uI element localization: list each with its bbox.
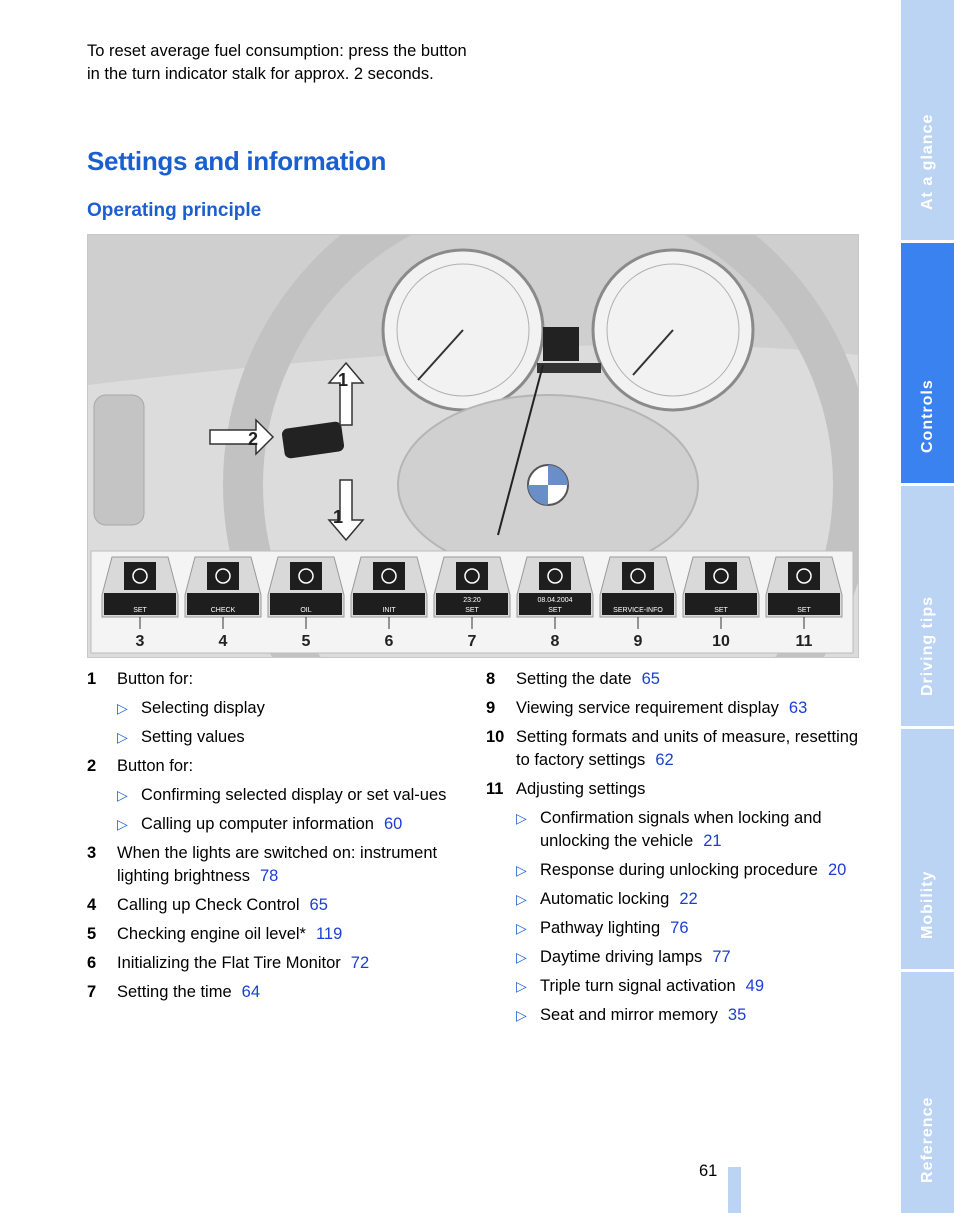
- panel-value: 08.04.2004: [537, 597, 573, 604]
- legend-subitem: [516, 975, 861, 998]
- subsection-heading: Operating principle: [87, 200, 262, 221]
- sidebar-tab-driving-tips[interactable]: Driving tips: [901, 486, 954, 726]
- panel-number: 7: [467, 633, 477, 650]
- triangle-bullet-icon: ▷: [117, 787, 128, 803]
- legend-item: [486, 778, 861, 801]
- legend-subitem-text: Calling up computer information: [141, 815, 374, 833]
- legend-item: [87, 668, 467, 691]
- triangle-bullet-icon: ▷: [516, 862, 527, 878]
- legend-subitem-text: Daytime driving lamps: [540, 948, 703, 966]
- legend-number: 1: [87, 670, 97, 688]
- intro-paragraph: To reset average fuel consumption: press the button in the turn indicator stalk for approx. 2 seconds.: [87, 42, 467, 83]
- legend-subitem: [516, 946, 861, 969]
- panel-label: SET: [797, 607, 811, 614]
- legend-subitem: [117, 784, 467, 807]
- oil-can-icon: [290, 562, 322, 590]
- legend-item: [87, 755, 467, 778]
- chapter-sidebar: [901, 0, 954, 1213]
- legend-text: When the lights are switched on: instrument lighting brightness: [117, 844, 438, 885]
- sidebar-tab-at-a-glance[interactable]: At a glance: [901, 0, 954, 240]
- page-reference-link[interactable]: 76: [670, 919, 689, 937]
- legend-subitem-text: Response during unlocking procedure: [540, 861, 818, 879]
- panel-label: SET: [133, 607, 147, 614]
- panel-value: 23:20: [463, 597, 481, 604]
- car-check-icon: [207, 562, 239, 590]
- legend-subitem: [117, 726, 467, 749]
- legend-text: Calling up Check Control: [117, 896, 300, 914]
- panel-label: INIT: [382, 607, 396, 614]
- legend-item: [87, 952, 467, 975]
- page-reference-link[interactable]: 119: [315, 925, 343, 943]
- legend-number: 11: [486, 780, 504, 798]
- triangle-bullet-icon: ▷: [516, 891, 527, 907]
- legend-text: Adjusting settings: [516, 780, 646, 798]
- page-reference-link[interactable]: 21: [703, 832, 722, 850]
- legend-subitem: [516, 1004, 861, 1027]
- sidebar-tab-mobility[interactable]: Mobility: [901, 729, 954, 969]
- legend-item: [87, 842, 467, 888]
- triangle-bullet-icon: ▷: [516, 810, 527, 826]
- legend-subitem-text: Confirmation signals when locking and unlocking the vehicle: [540, 809, 822, 850]
- sidebar-tab-controls[interactable]: Controls: [901, 243, 954, 483]
- legend-number: 9: [486, 699, 496, 717]
- panel-number: 6: [384, 633, 394, 650]
- page-reference-link[interactable]: 20: [827, 861, 847, 879]
- page-reference-link[interactable]: 62: [655, 751, 674, 769]
- legend-number: 10: [486, 728, 505, 746]
- sidebar-tab-reference[interactable]: Reference: [901, 972, 954, 1213]
- legend-item: [87, 923, 467, 946]
- legend-subitem: [117, 697, 467, 720]
- legend-number: 2: [87, 757, 97, 775]
- legend-subitem: [516, 807, 861, 853]
- legend-subitem-text: Pathway lighting: [540, 919, 661, 937]
- page-reference-link[interactable]: 64: [241, 983, 261, 1001]
- legend-subitem-text: Selecting display: [141, 699, 265, 717]
- legend-item: [486, 668, 861, 691]
- page-reference-link[interactable]: 65: [641, 670, 660, 688]
- page-reference-link[interactable]: 77: [712, 948, 731, 966]
- page-marker: [728, 1167, 741, 1213]
- legend-text: Setting formats and units of measure, resetting to factory settings: [516, 728, 859, 769]
- triangle-bullet-icon: ▷: [516, 1007, 527, 1023]
- triangle-bullet-icon: ▷: [117, 816, 128, 832]
- key-icon: [788, 562, 820, 590]
- triangle-bullet-icon: ▷: [516, 978, 527, 994]
- legend-text: Viewing service requirement display: [516, 699, 779, 717]
- page-reference-link[interactable]: 65: [309, 896, 328, 914]
- page-reference-link[interactable]: 63: [788, 699, 808, 717]
- legend-subitem-text: Seat and mirror memory: [540, 1006, 718, 1024]
- legend-subitem-text: Setting values: [141, 728, 245, 746]
- panel-number: 5: [301, 633, 311, 650]
- legend-left-column: [87, 668, 467, 1010]
- legend-right-column: [486, 668, 861, 1033]
- page-number: 61: [699, 1162, 718, 1180]
- brightness-icon: [124, 562, 156, 590]
- page-reference-link[interactable]: 22: [679, 890, 698, 908]
- key-icon: [705, 562, 737, 590]
- legend-number: 8: [486, 670, 496, 688]
- panel-label: SET: [714, 607, 728, 614]
- callout-1-bottom: 1: [333, 507, 344, 527]
- page-reference-link[interactable]: 35: [727, 1006, 747, 1024]
- legend-text: Button for:: [117, 757, 194, 775]
- page-reference-link[interactable]: 78: [260, 867, 279, 885]
- legend-item: [87, 981, 467, 1004]
- legend-subitem: [516, 917, 861, 940]
- panel-label: SERVICE-INFO: [613, 607, 663, 614]
- page-reference-link[interactable]: 60: [383, 815, 403, 833]
- legend-number: 3: [87, 844, 97, 862]
- legend-subitem-text: Confirming selected display or set val-ues: [141, 786, 447, 804]
- calendar-icon: [539, 562, 571, 590]
- legend-subitem-text: Triple turn signal activation: [540, 977, 736, 995]
- page-reference-link[interactable]: 49: [745, 977, 765, 995]
- triangle-bullet-icon: ▷: [516, 920, 527, 936]
- legend-number: 4: [87, 896, 97, 914]
- legend-subitem: [117, 813, 467, 836]
- legend-number: 7: [87, 983, 97, 1001]
- triangle-bullet-icon: ▷: [117, 729, 128, 745]
- panel-number: 10: [712, 633, 730, 650]
- section-heading: Settings and information: [87, 146, 387, 176]
- panel-label: OIL: [300, 607, 312, 614]
- triangle-bullet-icon: ▷: [516, 949, 527, 965]
- panel-label: SET: [548, 607, 562, 614]
- legend-text: Setting the date: [516, 670, 632, 688]
- dashboard-figure: [87, 234, 859, 658]
- callout-1-top: 1: [338, 370, 349, 390]
- panel-number: 4: [218, 633, 228, 650]
- panel-number: 11: [795, 633, 813, 650]
- legend-subitem-text: Automatic locking: [540, 890, 670, 908]
- legend-subitem: [516, 888, 861, 911]
- legend-item: [87, 894, 467, 917]
- legend-text: Button for:: [117, 670, 194, 688]
- car-service-icon: [622, 562, 654, 590]
- dashboard-illustration: [88, 235, 858, 657]
- panel-number: 3: [135, 633, 145, 650]
- page-reference-link[interactable]: 72: [350, 954, 370, 972]
- panel-label: CHECK: [210, 607, 236, 614]
- panel-number: 9: [633, 633, 643, 650]
- panel-label: SET: [465, 607, 479, 614]
- triangle-bullet-icon: ▷: [117, 700, 128, 716]
- legend-text: Setting the time: [117, 983, 232, 1001]
- clock-icon: [456, 562, 488, 590]
- legend-item: [486, 726, 861, 772]
- legend-item: [486, 697, 861, 720]
- legend-text: Checking engine oil level*: [117, 925, 306, 943]
- legend-number: 6: [87, 954, 97, 972]
- legend-number: 5: [87, 925, 97, 943]
- panel-number: 8: [550, 633, 560, 650]
- tire-pressure-icon: [373, 562, 405, 590]
- callout-2: 2: [248, 429, 259, 449]
- legend-text: Initializing the Flat Tire Monitor: [117, 954, 341, 972]
- legend-subitem: [516, 859, 861, 882]
